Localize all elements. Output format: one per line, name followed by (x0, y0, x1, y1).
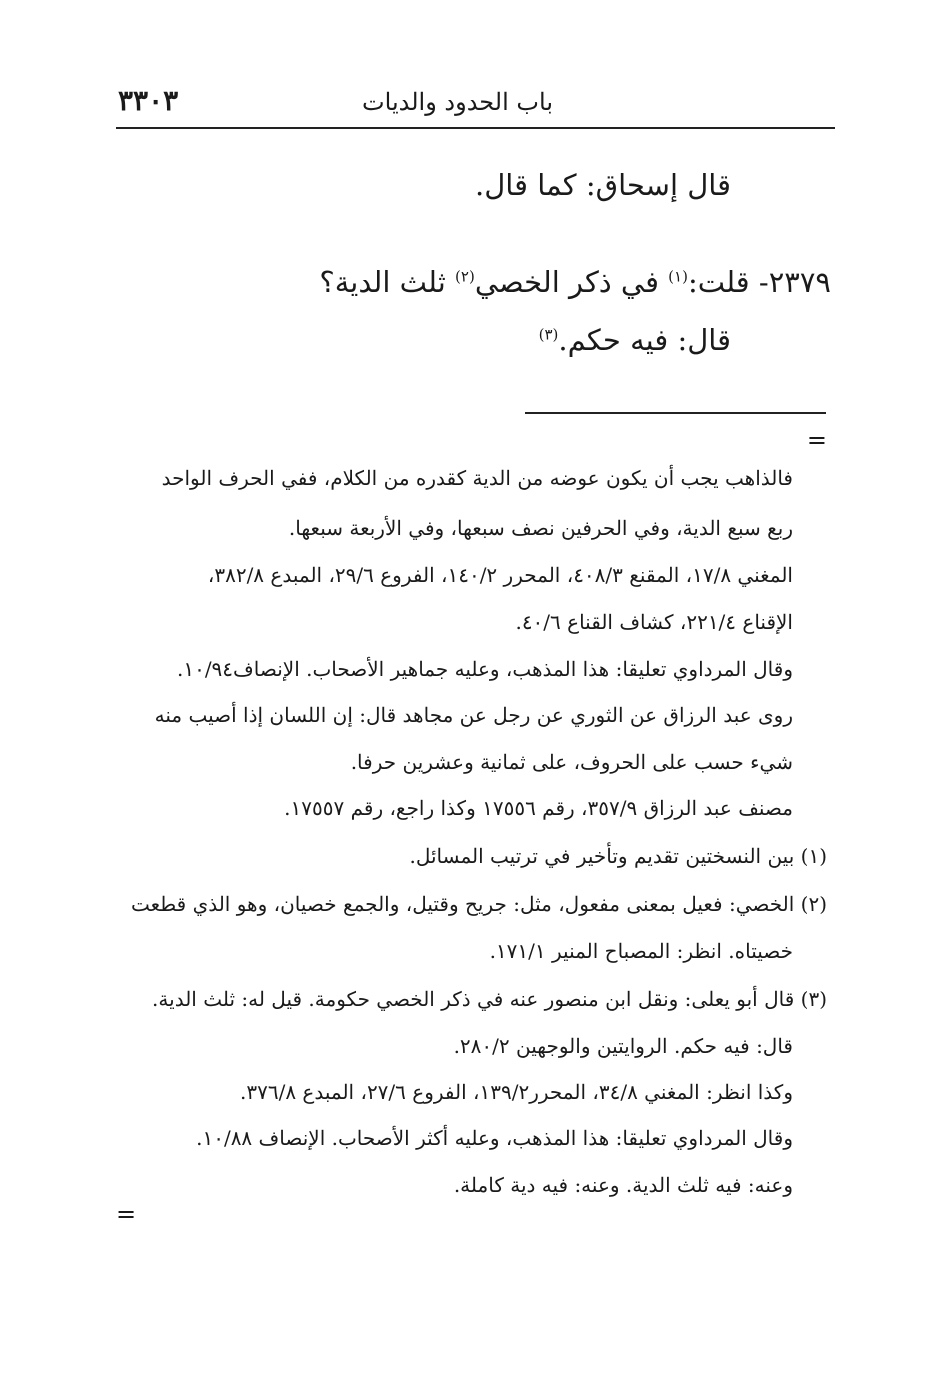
footnote-separator (525, 412, 826, 414)
footnote-continuation-mark: = (806, 426, 827, 454)
footnote-marker-2: (٢) (455, 267, 475, 286)
footnote-marker-1: (١) (668, 267, 688, 286)
main-line-ishaq: قال إسحاق: كما قال. (474, 168, 731, 202)
footnote-line: ربع سبع الدية، وفي الحرفين نصف سبعها، وفي الأربعة سبعها. (288, 516, 793, 540)
footnote-line: قال: فيه حكم. الروايتين والوجهين ٢٨٠/٢. (453, 1034, 793, 1058)
footnote-line: وقال المرداوي تعليقا: هذا المذهب، وعليه جماهير الأصحاب. الإنصاف١٠/٩٤. (176, 657, 793, 681)
footnote-line: خصيتاه. انظر: المصباح المنير ١٧١/١. (489, 939, 793, 963)
footnote-end-mark: = (116, 1200, 137, 1228)
footnote-line: المغني ١٧/٨، المقنع ٤٠٨/٣، المحرر ١٤٠/٢، الفروع ٢٩/٦، المبدع ٣٨٢/٨، (207, 563, 793, 587)
footnote-line: فالذاهب يجب أن يكون عوضه من الدية كقدره من الكلام، ففي الحرف الواحد (161, 466, 793, 490)
footnote-line: وقال المرداوي تعليقا: هذا المذهب، وعليه أكثر الأصحاب. الإنصاف ١٠/٨٨. (196, 1126, 793, 1150)
running-header-title: باب الحدود والديات (362, 88, 553, 116)
question-part-b: في ذكر الخصي (474, 265, 669, 299)
answer-text: قال: فيه حكم. (558, 323, 731, 357)
footnote-3: (٣) قال أبو يعلى: ونقل ابن منصور عنه في ذكر الخصي حكومة. قيل له: ثلث الدية. (152, 987, 827, 1011)
footnote-line: الإقناع ٢٢١/٤، كشاف القناع ٤٠/٦. (515, 610, 793, 634)
question-part-c: ثلث الدية؟ (319, 265, 456, 299)
question-part-a: ٢٣٧٩- قلت: (687, 265, 831, 299)
footnote-2: (٢) الخصي: فعيل بمعنى مفعول، مثل: جريح وقتيل، والجمع خصيان، وهو الذي قطعت (130, 892, 827, 916)
question-2379 (319, 265, 831, 299)
footnote-1: (١) بين النسختين تقديم وتأخير في ترتيب المسائل. (409, 844, 827, 868)
footnote-marker-3: (٣) (538, 325, 559, 344)
footnote-line: شيء حسب على الحروف، على ثمانية وعشرين حرفا. (350, 750, 793, 774)
page-number: ٣٣٠٣ (118, 84, 179, 117)
answer-line (539, 323, 731, 357)
footnote-line: وكذا انظر: المغني ٣٤/٨، المحرر١٣٩/٢، الفروع ٢٧/٦، المبدع ٣٧٦/٨. (240, 1080, 793, 1104)
footnote-line: وعنه: فيه ثلث الدية. وعنه: فيه دية كاملة. (453, 1173, 793, 1197)
footnote-line: مصنف عبد الرزاق ٣٥٧/٩، رقم ١٧٥٥٦ وكذا راجع، رقم ١٧٥٥٧. (284, 796, 793, 820)
footnote-line: روى عبد الرزاق عن الثوري عن رجل عن مجاهد قال: إن اللسان إذا أصيب منه (154, 703, 793, 727)
header-rule (116, 127, 835, 129)
